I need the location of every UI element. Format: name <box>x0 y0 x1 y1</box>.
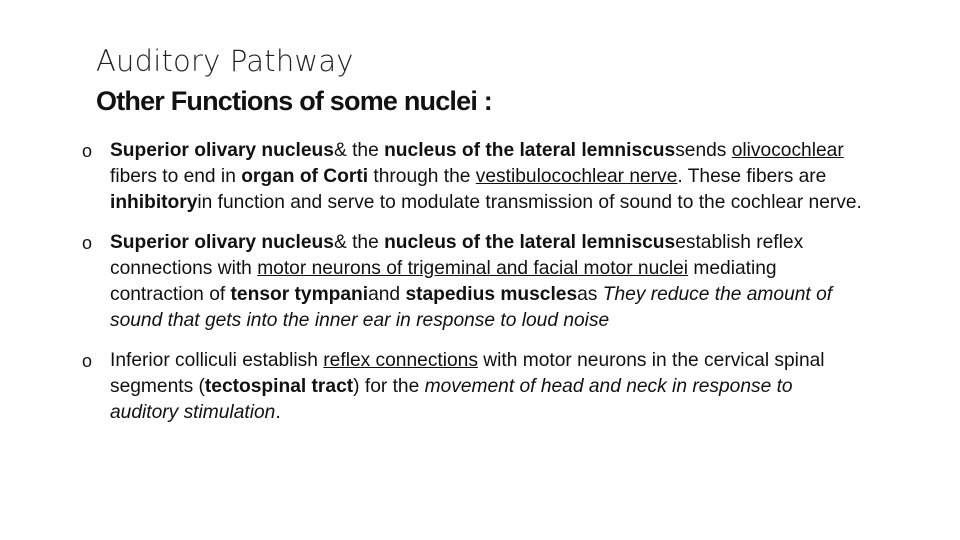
term-motor-neurons-trigeminal-facial: motor neurons of trigeminal and facial motor nuclei <box>257 258 689 279</box>
bullet-list <box>82 138 862 440</box>
term-reflex-connections: reflex connections <box>323 350 478 371</box>
slide-subtitle: Other Functions of some nuclei : <box>96 86 492 116</box>
text-segment: through the <box>368 166 476 187</box>
term-lateral-lemniscus-nucleus: nucleus of the lateral lemniscus <box>384 232 676 253</box>
text-segment: . <box>275 402 281 423</box>
term-organ-of-corti: organ of Corti <box>241 166 369 187</box>
text-segment: & the <box>333 140 385 161</box>
text-segment: as <box>577 284 603 305</box>
term-tensor-tympani: tensor tympani <box>230 284 369 305</box>
term-lateral-lemniscus-nucleus: nucleus of the lateral lemniscus <box>384 140 676 161</box>
term-olivocochlear: olivocochlear <box>731 140 844 161</box>
bullet-marker: o <box>82 233 93 253</box>
term-vestibulocochlear-nerve: vestibulocochlear nerve <box>475 166 678 187</box>
text-segment: establish reflex connections with <box>110 232 804 279</box>
slide-title: Auditory Pathway <box>96 44 354 78</box>
text-segment: fibers to end in <box>110 166 242 187</box>
text-emphasis-head-neck-movement: movement of head and neck in response to auditory stimulation <box>110 376 793 423</box>
text-segment: with motor neurons in the cervical spinal segments ( <box>110 350 825 397</box>
term-inhibitory: inhibitory <box>110 192 198 213</box>
term-stapedius-muscles: stapedius muscles <box>405 284 578 305</box>
text-emphasis-loud-noise: They reduce the amount of sound that gets into the inner ear in response to loud noise <box>110 284 833 331</box>
text-segment: in function and serve to modulate transmission of sound to the cochlear nerve. <box>197 192 862 213</box>
term-tectospinal-tract: tectospinal tract <box>204 376 354 397</box>
text-segment: & the <box>333 232 385 253</box>
text-segment: . These fibers are <box>677 166 827 187</box>
term-superior-olivary-nucleus: Superior olivary nucleus <box>110 140 334 161</box>
text-segment: ) for the <box>353 376 425 397</box>
text-segment: Inferior colliculi establish <box>110 350 324 371</box>
text-segment: and <box>368 284 406 305</box>
bullet-marker: o <box>82 351 93 371</box>
text-segment: sends <box>675 140 732 161</box>
term-superior-olivary-nucleus: Superior olivary nucleus <box>110 232 334 253</box>
bullet-item-efferent-fibers <box>82 138 862 216</box>
bullet-item-inferior-colliculi <box>82 348 862 426</box>
bullet-marker: o <box>82 141 93 161</box>
bullet-item-reflex-muscles <box>82 230 862 334</box>
text-segment: mediating contraction of <box>110 258 777 305</box>
